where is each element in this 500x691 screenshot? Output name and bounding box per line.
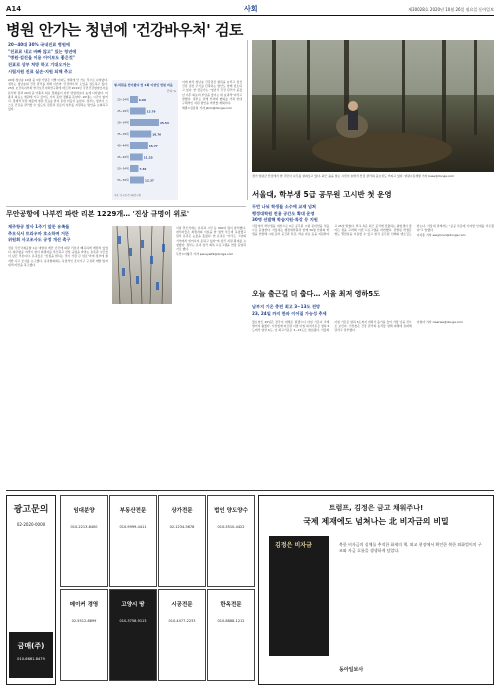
chart-value-label: 7.46 (139, 167, 147, 171)
chart-value-label: 15.77 (148, 144, 158, 148)
airport-subheads (8, 224, 108, 244)
chart-source: 자료: 한국보건사회연구원 (114, 194, 141, 197)
weather-body-text: 월요일인 26일은 전국이 대체로 맑겠으나 아침 기온이 크게 떨어져 춥겠다. 기상청에 따르면 이날 아침 최저기온은 영하 5도에서 영상 6도, 낮 최고기온은 3~13도로 예보됐다. 서울의 아침 기온은 영하 5도까지 내려가 올가을 들어 가장 낮을 것으로 보인다. 기상청은 건강 관리와 농작물 냉해 피해에 유의해 달라고 당부했다. (252, 320, 412, 333)
weather-subhead: 23, 24일 까지 한파 이어질 가능성 추세 (252, 310, 327, 316)
classified-ad (109, 495, 157, 587)
classified-phone: 02-1234-5678 (169, 525, 195, 530)
book-ad-blurb: 북한 비자금의 실체를 추적한 화제의 책. 외교 현장에서 확인한 북한 외화벌이의 구조와 자금 흐름을 생생하게 담았다. (339, 542, 482, 553)
ad-contact-phone: 02-2020-0000 (16, 522, 46, 528)
ad-contact-title: 광고문의 (13, 505, 49, 515)
chart-value-label: 18.76 (152, 132, 162, 137)
airport-body-col1 (8, 246, 108, 304)
book-cover-title: 김정은 비자금 (275, 542, 312, 549)
ad-sidebar (6, 495, 56, 685)
classified-title: 한옥전문 (220, 602, 242, 608)
chart-value-label: 25.54 (159, 121, 169, 125)
chart-bar (130, 177, 144, 184)
section-divider (6, 206, 246, 207)
chart-category-label: 45~49세 (117, 156, 129, 159)
classified-title: 상가전문 (171, 508, 193, 514)
chart-svg (112, 80, 178, 200)
weather-byline: 이청아 기자 clearlee@donga.com (416, 320, 463, 324)
edition-info: 제30028호 2020년 10월 26일 월요일 동아일보 (408, 7, 494, 12)
classified-phone: 010-8888-1212 (217, 619, 245, 624)
main-body-col1 (8, 78, 108, 198)
chart-bar (130, 119, 159, 126)
classified-phone: 010-4477-2233 (168, 619, 196, 624)
main-subhead: 시립지원 진료 실손·지원 되해 추고 (8, 68, 73, 74)
column-divider (247, 40, 248, 200)
main-subhead: 진료로 상부 처방 하고 기대오거는 (8, 62, 71, 68)
chart-value-label: 12.37 (145, 178, 154, 183)
seoul-body (252, 224, 494, 286)
book-ad (258, 495, 494, 685)
airport-subhead: 위원회 사고조사도 공정 개선 촉구 (8, 237, 71, 243)
ad-footer-phone: 010-6681-8479 (17, 657, 45, 662)
classified-phone: 010-2213-8400 (70, 525, 98, 530)
ad-footer (9, 632, 53, 678)
main-headline: 병원 안가는 청년에 '건강바우처' 검토 (6, 21, 243, 39)
classified-ad (207, 589, 255, 681)
classified-ad (109, 589, 157, 681)
main-body-text-2: 이에 따라 청년층 건강검진 항목을 늘리고 정신건강 검진 주기를 단축하는 방안도 함께 검토되고 있다. 한 전문가는 "청년기 건강 관리가 중장년 이후 의료비 부담을 줄이는 데 효과적"이라고 말했다. 정부는 관계 부처와 협의를 거쳐 연내 구체적인 지원 방안을 마련할 계획이다. (182, 80, 242, 106)
chart-bar (130, 142, 148, 149)
book-publisher: 동아일보사 (339, 667, 364, 674)
classified-title: 고양시 땅 (121, 602, 145, 608)
classified-title: 시공전문 (171, 602, 193, 608)
airport-byline: 무안=이형주 기자 peneye09@donga.com (176, 252, 234, 257)
ribbon-photo (112, 226, 172, 304)
airport-body-text: 전남 무안국제공항 1층 대합실 계단 난간에 파란 리본이 빼곡하게 매달려 있었다. 제주항공 여객기 참사 희생자를 추모하고 진상 규명을 바라는 유족과 시민들이 남긴 리본이다. 유족들은 "진실을 밝히는 것이 가장 큰 위로"라며 정부에 철저한 사고 조사를 요구했다. 유족협의회는 독립적인 조사기구 구성과 재발 방지 대책 마련을 촉구했다. (8, 246, 108, 267)
classified-ad (60, 589, 108, 681)
chart-unit: 단위: % (166, 90, 176, 93)
airport-headline: 무안공항에 나부낀 파란 리본 1229개… '진상 규명이 위로' (6, 210, 190, 218)
chart-category-label: 55~59세 (117, 179, 129, 182)
airport-subhead: 제주항공 참사 1주기 앞둔 유족들 (8, 224, 70, 229)
classified-title: 부동산전문 (119, 508, 147, 514)
classified-title: 임대분양 (73, 508, 95, 514)
forest-photo (252, 40, 494, 172)
classified-phone: 010-3758-9113 (119, 619, 147, 624)
seoul-body-text: 서울대가 학부생을 대상으로 5급 공무원 시험 준비반을 처음으로 운영한다. 서울대는 행정대학원과 함께 30명 안팎의 학생을 선발해 시험 준비 공간과 특강, 학습 자료 등을 지원한다고 25일 밝혔다. 학교 측은 최근 공직에 진출하는 졸업생이 줄어든 점을 고려해 이번 프로그램을 마련했다. 선발된 학생은 별도 열람실을 이용할 수 있고 현직 공무원 선배의 멘토링도 받는다. 서울대 관계자는 "공공 부문에 기여할 인재를 키우겠다"고 말했다. (252, 224, 494, 237)
book-cover (269, 536, 329, 656)
airport-subhead: 추모식서 트라우마 호소하며 거뜬 (8, 230, 70, 236)
main-byline: 세종=김준일 기자 jikim@donga.com (182, 106, 232, 111)
main-subheads (8, 42, 108, 76)
main-body-text: 20대 청년층 10명 중 3명 가량은 이빨 아파도 병원에 안 가는 것으로 나타났다. 정부는 청년층의 건강 관리를 위해 이른바 '건강바우처' 도입을 검토하고 있다. 25일 보건복지부와 한국보건사회연구원에 따르면 2019년 국민건강영양조사를 분석한 결과 20대 중 미충족 의료 경험률이 다른 연령대보다 높게 나타났다. 미충족 의료는 병원에 가고 싶어도 가지 못한 경험을 뜻한다. 20대는 시간이 없어서, 경제적 부담 때문에 병원 진료를 받지 못한 비율이 높았다. 정부는 청년이 스스로 건강을 관리할 수 있도록 검진과 진료비 일부를 지원하는 방안을 논의하고 있다. (8, 78, 108, 112)
chart-bar (130, 154, 143, 161)
chart-title: 병·의원을 안가봤다 연 1회 이상인 연령 비율 (114, 83, 173, 87)
seoul-subheads (252, 204, 362, 224)
ad-footer-label: 금매(주) (17, 642, 45, 650)
forest-photo-art (252, 40, 494, 172)
photo-caption-text: 경기 양평군 산림에서 한 주민이 나무를 살펴보고 있다. 최근 숲을 찾는 시민이 늘면서 산림 관리의 중요성도 커지고 있다. (252, 174, 404, 178)
seoul-byline: 이지훈 기자 easyhoon@donga.com (416, 233, 466, 238)
classified-title: 메이커 경영 (69, 602, 99, 608)
book-ad-kicker: 트럼프, 김정은 금고 채워주나! (328, 504, 424, 512)
seoul-subhead: 행정대학원 전용 공간도 확대 운영 (252, 210, 315, 216)
ribbon-photo-art (112, 226, 172, 304)
classified-ad (207, 495, 255, 587)
weather-subhead: 남부지 기온 충전 최고 3~13도 전망 (252, 304, 321, 309)
chart-category-label: 30~34세 (117, 121, 129, 125)
main-subhead: 20~40대 30% 국내진료 병원에 (8, 42, 70, 47)
classified-ad (158, 589, 206, 681)
chart-category-label: 40~44세 (117, 144, 129, 148)
chart-category-label: 35~39세 (117, 133, 129, 136)
ad-divider (6, 490, 494, 491)
age-bar-chart (112, 80, 178, 200)
classified-phone: 010-9999-4411 (119, 525, 147, 530)
photo-byline: 양평=김재명 기자 base@donga.com (404, 174, 455, 178)
classified-phone: 010-5510-4422 (217, 525, 245, 530)
chart-value-label: 11.20 (143, 155, 153, 160)
classified-title: 법인 양도양수 (214, 508, 248, 514)
photo-caption (252, 174, 494, 186)
chart-bar (130, 108, 146, 115)
chart-bar (130, 131, 151, 138)
airport-body-text-2: 이날 추모식에는 유족과 시민 등 300여 명이 참석했다. 참석자들은 희생자의 이름을 한 명씩 부르며 묵념했고 일부 유족은 눈물을 흘렸다. 한 유족은 "아직도 그날의 기억에서 벗어나지 못하고 있다"며 심리 지원 확대를 요청했다. 정부는 유족 심리 회복 프로그램을 연장 운영하기로 했다. (176, 226, 246, 252)
weather-headline: 오늘 출근길 더 춥다… 서울 최저 영하5도 (252, 290, 380, 298)
seoul-subhead: 30명 선발해 학습지원·특강 등 지원 (252, 217, 318, 223)
seoul-subhead: 두번 나눠 학생들 소수에 교재 넘쳐 (252, 204, 316, 209)
chart-bar (130, 165, 138, 172)
chart-category-label: 25~29세 (117, 110, 129, 113)
main-subhead: "진료료 내고 바빠 않고" 있는 청년에 (8, 48, 77, 54)
weather-subheads (252, 304, 372, 317)
classified-phone: 02-5512-8899 (71, 619, 97, 624)
section-name: 사회 (244, 5, 258, 13)
chart-bar (130, 96, 138, 103)
seoul-headline: 서울대, 학부생 5급 공무원 고시반 첫 운영 (252, 190, 392, 199)
classified-ad (158, 495, 206, 587)
chart-value-label: 13.79 (146, 109, 156, 114)
classified-ad (60, 495, 108, 587)
chart-category-label: 50~54세 (117, 167, 129, 171)
main-subhead: "병원·검진을 이용 이어보도 좋은것" (8, 55, 75, 61)
airport-body-col2 (176, 226, 246, 304)
weather-body (252, 320, 494, 360)
page-header (6, 4, 494, 16)
main-body-col2 (182, 80, 242, 198)
chart-category-label: 20~24세 (117, 98, 129, 102)
book-ad-title: 국제 제재에도 넘쳐나는 北 비자금의 비밀 (303, 517, 449, 527)
page-number: A14 (6, 5, 22, 13)
chart-value-label: 6.99 (138, 98, 146, 102)
